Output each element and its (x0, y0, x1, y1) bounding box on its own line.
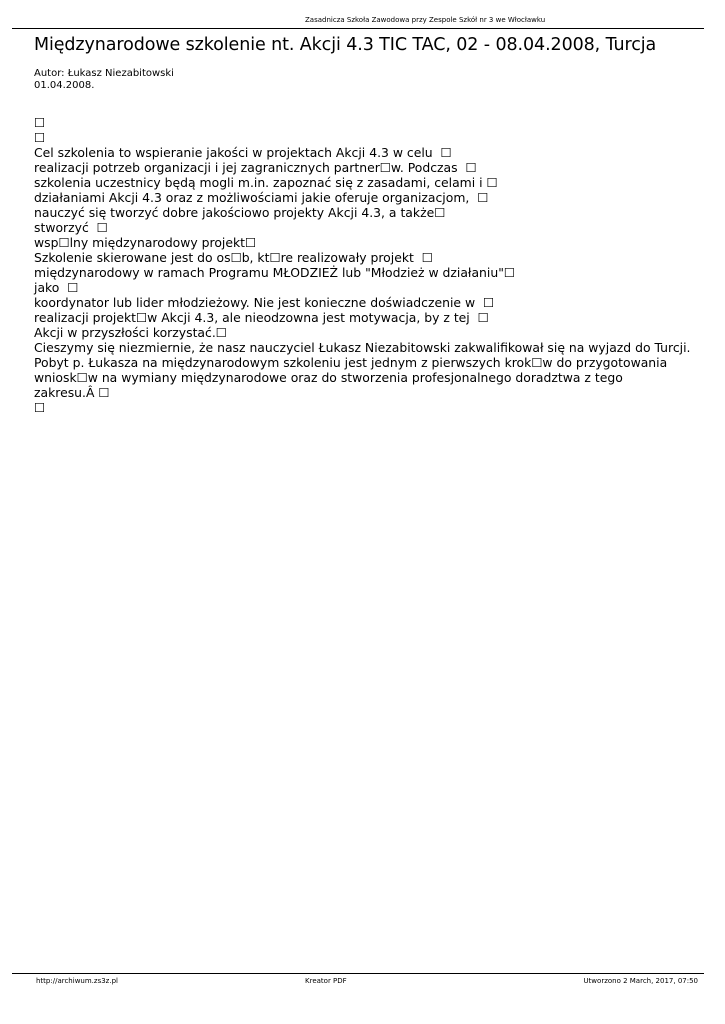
footer-generator: Kreator PDF (305, 977, 347, 985)
body-line: ☐ (34, 400, 46, 415)
article-body (34, 115, 704, 415)
footer-created-timestamp: Utworzono 2 March, 2017, 07:50 (583, 977, 698, 985)
body-line: Pobyt p. Łukasza na międzynarodowym szkoleniu jest jednym z pierwszych krok☐w do przygotowania (34, 355, 668, 370)
body-line: międzynarodowy w ramach Programu MŁODZIEŻ lub "Młodzież w działaniu"☐ (34, 265, 515, 280)
body-line: koordynator lub lider młodzieżowy. Nie jest konieczne doświadczenie w ☐ (34, 295, 495, 310)
body-line: Cieszymy się niezmiernie, że nasz nauczyciel Łukasz Niezabitowski zakwalifikował się na wyjazd do Turcji. (34, 340, 691, 355)
author-line: Autor: Łukasz Niezabitowski (34, 68, 174, 79)
body-line: ☐ (34, 130, 46, 145)
article-title: Międzynarodowe szkolenie nt. Akcji 4.3 TIC TAC, 02 - 08.04.2008, Turcja (34, 35, 657, 55)
article-meta (34, 68, 174, 92)
body-line: jako ☐ (34, 280, 79, 295)
body-line: Cel szkolenia to wspieranie jakości w projektach Akcji 4.3 w celu ☐ (34, 145, 452, 160)
body-line: Szkolenie skierowane jest do os☐b, kt☐re realizowały projekt ☐ (34, 250, 433, 265)
body-line: działaniami Akcji 4.3 oraz z możliwościami jakie oferuje organizacjom, ☐ (34, 190, 489, 205)
body-line: szkolenia uczestnicy będą mogli m.in. zapoznać się z zasadami, celami i ☐ (34, 175, 498, 190)
body-line: Akcji w przyszłości korzystać.☐ (34, 325, 227, 340)
date-line: 01.04.2008. (34, 80, 95, 91)
body-line: nauczyć się tworzyć dobre jakościowo projekty Akcji 4.3, a także☐ (34, 205, 446, 220)
body-line: realizacji potrzeb organizacji i jej zagranicznych partner☐w. Podczas ☐ (34, 160, 477, 175)
header-school-name: Zasadnicza Szkoła Zawodowa przy Zespole Szkół nr 3 we Włocławku (305, 16, 546, 24)
body-line: ☐ (34, 115, 46, 130)
title-divider (12, 28, 704, 29)
body-line: zakresu.Â ☐ (34, 385, 110, 400)
body-line: realizacji projekt☐w Akcji 4.3, ale nieodzowna jest motywacja, by z tej ☐ (34, 310, 489, 325)
footer-divider (12, 973, 704, 974)
body-line: stworzyć ☐ (34, 220, 108, 235)
footer-url[interactable]: http://archiwum.zs3z.pl (36, 977, 118, 985)
body-line: wniosk☐w na wymiany międzynarodowe oraz do stworzenia profesjonalnego doradztwa z tego (34, 370, 623, 385)
body-line: wsp☐lny międzynarodowy projekt☐ (34, 235, 257, 250)
